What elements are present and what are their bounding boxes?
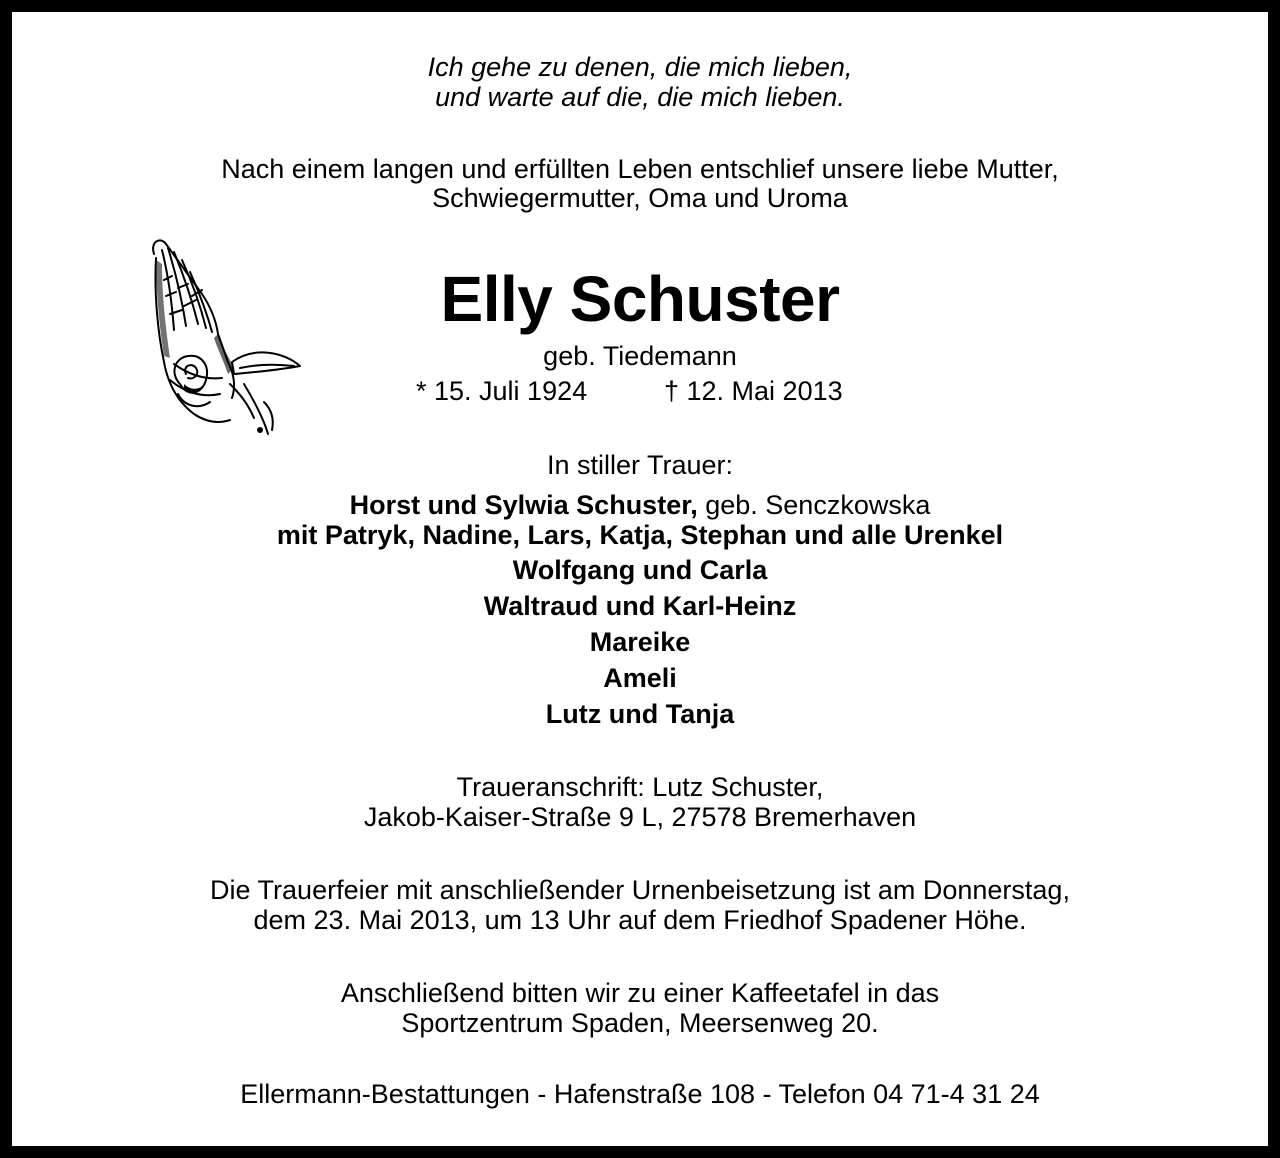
mourner-line-4: Waltraud und Karl-Heinz	[483, 591, 797, 621]
address-line-2: Jakob-Kaiser-Straße 9 L, 27578 Bremerhaven	[363, 802, 917, 832]
mourner-line-7: Lutz und Tanja	[545, 699, 735, 729]
ceremony-line-1: Die Trauerfeier mit anschließender Urnenbeisetzung ist am Donnerstag,	[210, 875, 1070, 905]
mourner-line-6: Ameli	[603, 663, 677, 693]
intro-line-1: Nach einem langen und erfüllten Leben entschlief unsere liebe Mutter,	[221, 154, 1059, 184]
birth-date: * 15. Juli 1924	[416, 376, 588, 406]
mourner-line-1-maiden: geb. Senczkowska	[697, 490, 931, 520]
intro-line-2: Schwiegermutter, Oma und Uroma	[432, 183, 848, 213]
mourners-heading: In stiller Trauer:	[546, 450, 734, 480]
mourner-line-1-names: Horst und Sylwia Schuster,	[349, 490, 698, 520]
mourner-line-2: mit Patryk, Nadine, Lars, Katja, Stephan und alle Urenkel	[276, 520, 1004, 550]
mourner-line-3: Wolfgang und Carla	[512, 555, 768, 585]
obituary-notice	[12, 12, 1268, 1146]
quote-line-2: und warte auf die, die mich lieben.	[435, 82, 845, 112]
deceased-name: Elly Schuster	[440, 263, 840, 335]
reception-line-1: Anschließend bitten wir zu einer Kaffeetafel in das	[340, 978, 940, 1008]
funeral-home-footer: Ellermann-Bestattungen - Hafenstraße 108 - Telefon 04 71-4 31 24	[240, 1079, 1040, 1109]
reception-line-2: Sportzentrum Spaden, Meersenweg 20.	[401, 1008, 879, 1038]
mourner-line-1	[12, 490, 1268, 520]
mourner-line-5: Mareike	[589, 627, 691, 657]
ceremony-line-2: dem 23. Mai 2013, um 13 Uhr auf dem Friedhof Spadener Höhe.	[253, 905, 1027, 935]
maiden-name: geb. Tiedemann	[543, 341, 737, 371]
quote-line-1: Ich gehe zu denen, die mich lieben,	[427, 52, 853, 82]
death-date: † 12. Mai 2013	[664, 376, 843, 406]
address-line-1: Traueranschrift: Lutz Schuster,	[456, 772, 824, 802]
